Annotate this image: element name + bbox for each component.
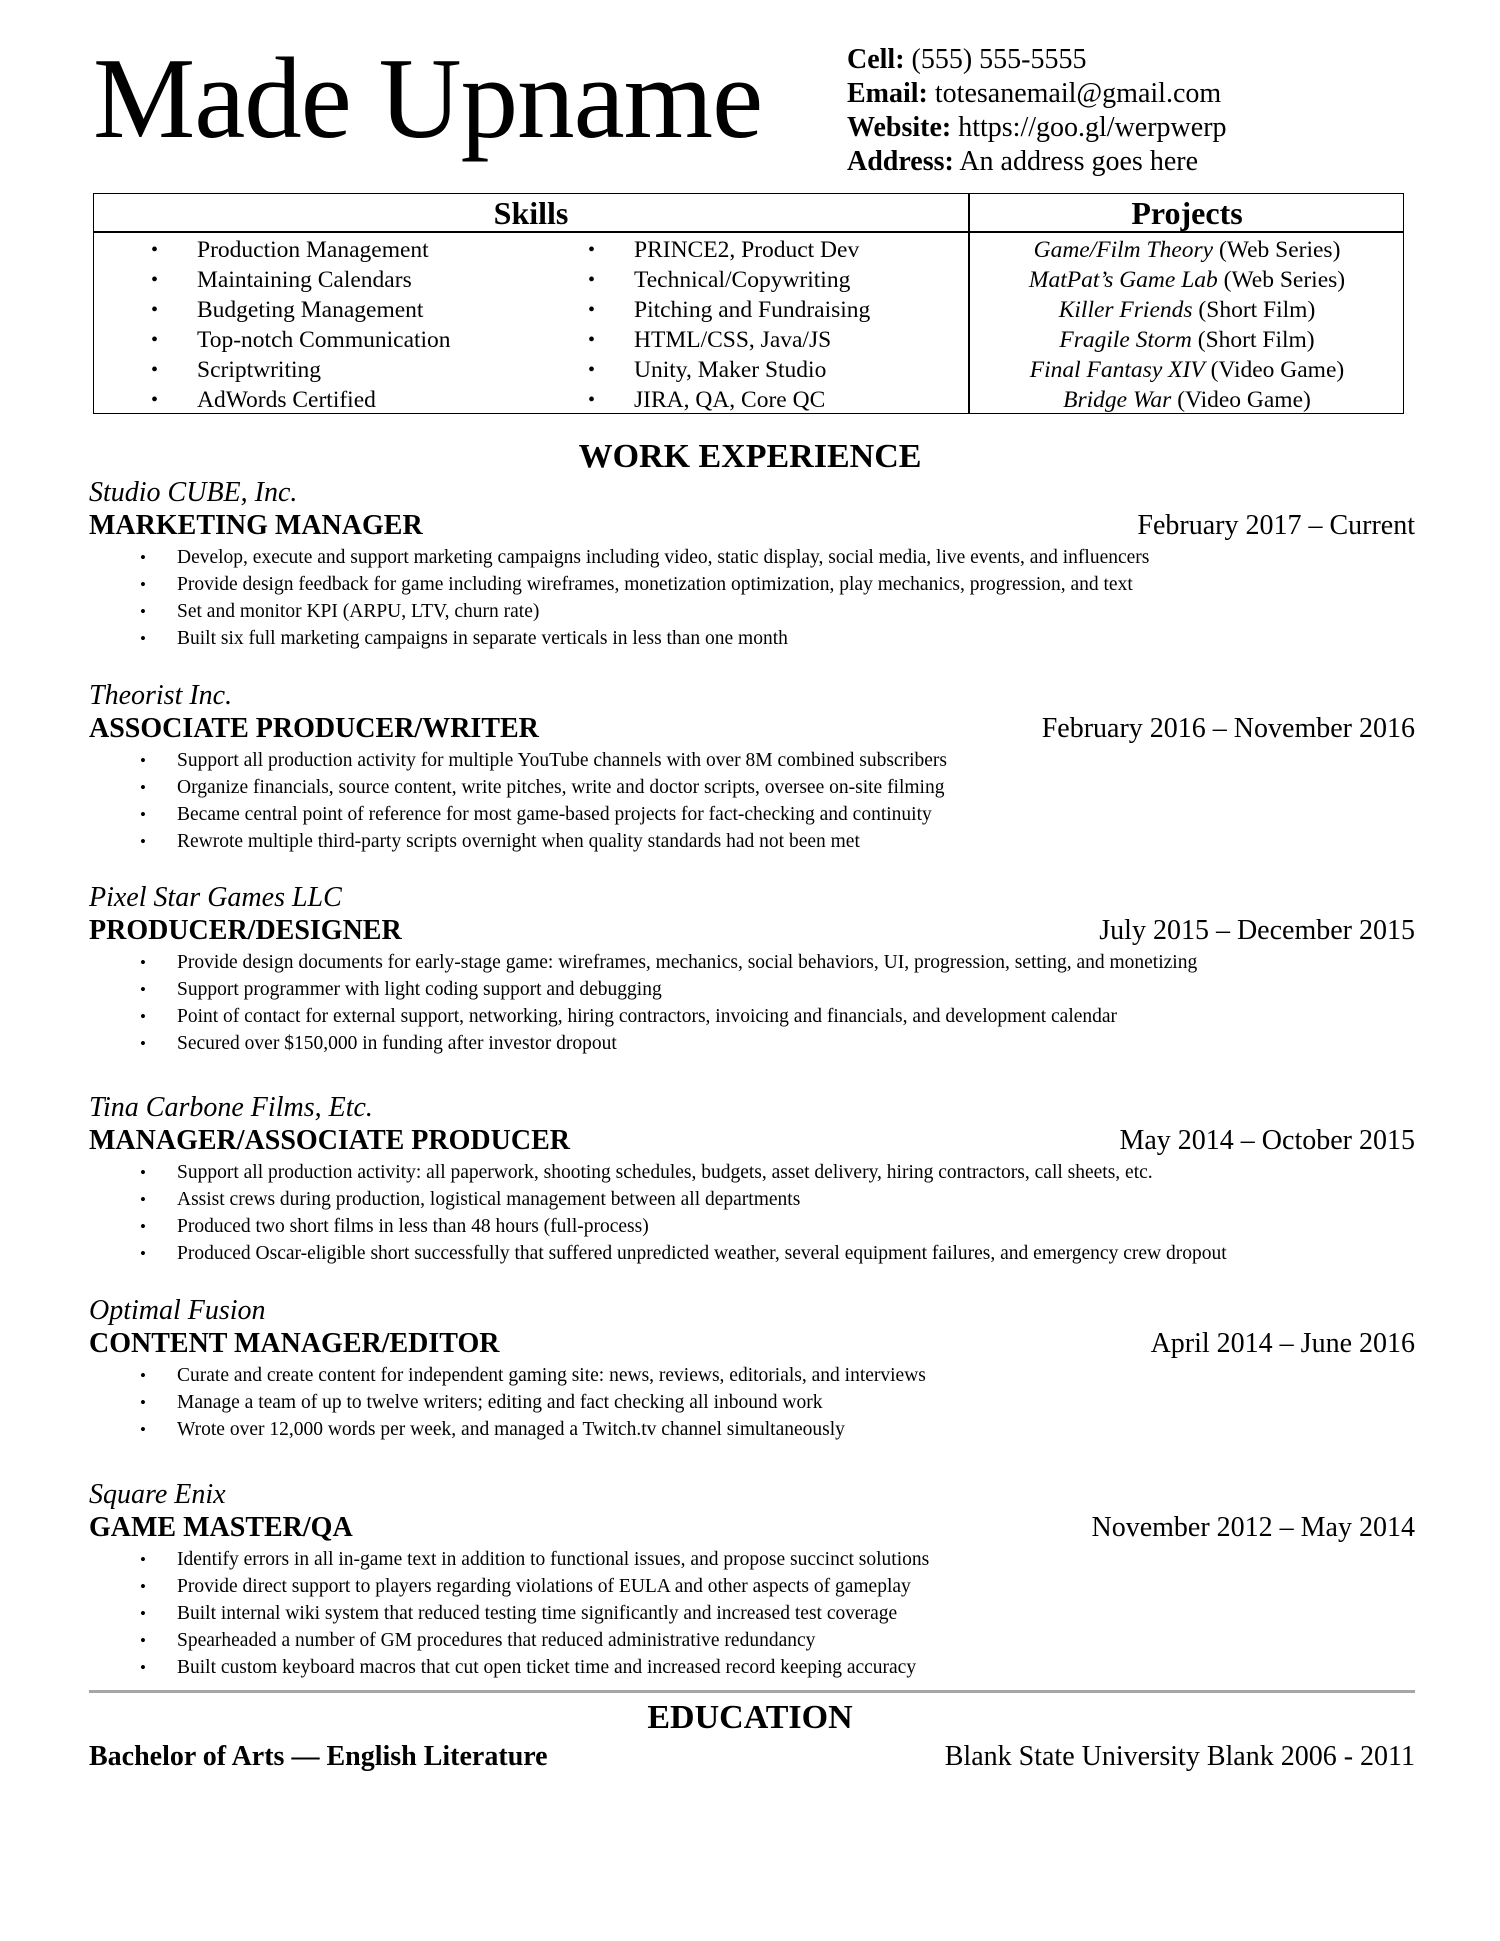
duty-item	[89, 828, 1415, 855]
bullet-icon: •	[140, 575, 146, 594]
company-name: Tina Carbone Films, Etc.	[89, 1092, 373, 1123]
skills-list	[94, 235, 531, 415]
skill-label: Top-notch Communication	[197, 327, 451, 353]
duty-item	[89, 1416, 1415, 1443]
duty-item	[89, 1546, 1415, 1573]
bullet-icon: •	[140, 1244, 146, 1263]
project-item	[969, 355, 1405, 385]
bullet-icon: •	[151, 329, 159, 351]
bullet-icon: •	[588, 389, 596, 411]
duty-list	[89, 1159, 1415, 1267]
job-title: MARKETING MANAGER	[89, 510, 423, 541]
job-title: GAME MASTER/QA	[89, 1512, 353, 1543]
contact-value: (555) 555-5555	[911, 44, 1087, 75]
education-heading: EDUCATION	[647, 1699, 853, 1736]
bullet-icon: •	[140, 1034, 146, 1053]
duty-item	[89, 1573, 1415, 1600]
role-row	[89, 1124, 1415, 1158]
duty-text: Built internal wiki system that reduced testing time significantly and increased test coverage	[177, 1603, 898, 1624]
project-type: (Video Game)	[1210, 357, 1345, 383]
bullet-icon: •	[588, 359, 596, 381]
bullet-icon: •	[140, 602, 146, 621]
candidate-name: Made Upname	[93, 35, 763, 162]
project-type: (Web Series)	[1223, 267, 1346, 293]
bullet-icon: •	[140, 1366, 146, 1385]
job-entry	[89, 680, 1415, 855]
duty-item	[89, 1186, 1415, 1213]
contact-website	[847, 111, 1227, 145]
bullet-icon: •	[140, 1007, 146, 1026]
project-item	[969, 235, 1405, 265]
duty-item	[89, 1654, 1415, 1681]
project-type: (Short Film)	[1197, 327, 1315, 353]
contact-label: Address:	[847, 146, 954, 177]
job-entry	[89, 1479, 1415, 1681]
bullet-icon: •	[151, 239, 159, 261]
job-title: CONTENT MANAGER/EDITOR	[89, 1328, 500, 1359]
bullet-icon: •	[140, 980, 146, 999]
bullet-icon: •	[140, 832, 146, 851]
duty-item	[89, 544, 1415, 571]
bullet-icon: •	[140, 1217, 146, 1236]
duty-text: Became central point of reference for most game-based projects for fact-checking and continuity	[177, 804, 932, 825]
contact-value: totesanemail@gmail.com	[934, 78, 1222, 109]
duty-text: Wrote over 12,000 words per week, and managed a Twitch.tv channel simultaneously	[177, 1419, 845, 1440]
bullet-icon: •	[140, 1577, 146, 1596]
duty-text: Support programmer with light coding support and debugging	[177, 979, 662, 1000]
duty-list	[89, 1362, 1415, 1443]
project-item	[969, 295, 1405, 325]
bullet-icon: •	[140, 953, 146, 972]
projects-heading: Projects	[1131, 195, 1243, 231]
bullet-icon: •	[151, 299, 159, 321]
skill-label: HTML/CSS, Java/JS	[634, 327, 832, 353]
duty-item	[89, 774, 1415, 801]
project-title: Killer Friends	[1058, 297, 1193, 323]
skill-label: Maintaining Calendars	[197, 267, 412, 293]
skill-label: PRINCE2, Product Dev	[634, 237, 860, 263]
skill-item	[94, 385, 531, 415]
duty-text: Produced Oscar-eligible short successfully that suffered unpredicted weather, several equipment failures, and emergency crew dropout	[177, 1243, 1227, 1264]
job-title: ASSOCIATE PRODUCER/WRITER	[89, 713, 539, 744]
bullet-icon: •	[140, 1604, 146, 1623]
company-name: Optimal Fusion	[89, 1295, 266, 1326]
duty-text: Develop, execute and support marketing campaigns including video, static display, social media, live events, and influencers	[177, 547, 1150, 568]
duty-item	[89, 1213, 1415, 1240]
contact-value: https://goo.gl/werpwerp	[958, 112, 1227, 143]
contact-label: Email:	[847, 78, 928, 109]
duty-list	[89, 747, 1415, 855]
duty-item	[89, 1003, 1415, 1030]
duty-text: Spearheaded a number of GM procedures that reduced administrative redundancy	[177, 1630, 816, 1651]
role-row	[89, 914, 1415, 948]
bullet-icon: •	[588, 329, 596, 351]
job-entry	[89, 1092, 1415, 1267]
duty-text: Secured over $150,000 in funding after investor dropout	[177, 1033, 617, 1054]
bullet-icon: •	[140, 1658, 146, 1677]
role-row	[89, 712, 1415, 746]
job-dates: July 2015 – December 2015	[1099, 915, 1415, 946]
bullet-icon: •	[140, 629, 146, 648]
bullet-icon: •	[140, 751, 146, 770]
duty-text: Built six full marketing campaigns in separate verticals in less than one month	[177, 628, 788, 649]
project-title: Final Fantasy XIV	[1029, 357, 1205, 383]
duty-item	[89, 1240, 1415, 1267]
bullet-icon: •	[588, 269, 596, 291]
duty-list	[89, 544, 1415, 652]
education-degree: Bachelor of Arts — English Literature	[89, 1741, 548, 1772]
contact-label: Cell:	[847, 44, 905, 75]
bullet-icon: •	[140, 1190, 146, 1209]
duty-list	[89, 1546, 1415, 1681]
project-type: (Video Game)	[1177, 387, 1311, 413]
duty-text: Curate and create content for independent gaming site: news, reviews, editorials, and interviews	[177, 1365, 926, 1386]
project-item	[969, 265, 1405, 295]
contact-cell	[847, 43, 1227, 77]
job-entry	[89, 882, 1415, 1057]
skill-label: Pitching and Fundraising	[634, 297, 871, 323]
skill-item	[531, 235, 968, 265]
role-row	[89, 509, 1415, 543]
duty-list	[89, 949, 1415, 1057]
skills-list	[531, 235, 968, 415]
company-name: Studio CUBE, Inc.	[89, 477, 298, 508]
duty-item	[89, 1159, 1415, 1186]
project-item	[969, 325, 1405, 355]
bullet-icon: •	[588, 299, 596, 321]
skill-item	[94, 355, 531, 385]
bullet-icon: •	[140, 805, 146, 824]
skill-label: Technical/Copywriting	[634, 267, 851, 293]
duty-text: Rewrote multiple third-party scripts overnight when quality standards had not been met	[177, 831, 860, 852]
bullet-icon: •	[140, 1420, 146, 1439]
job-title: MANAGER/ASSOCIATE PRODUCER	[89, 1125, 570, 1156]
projects-list	[969, 235, 1405, 415]
skill-label: Scriptwriting	[197, 357, 322, 383]
duty-item	[89, 949, 1415, 976]
contact-value: An address goes here	[959, 146, 1199, 177]
skills-heading: Skills	[493, 195, 569, 231]
duty-text: Produced two short films in less than 48 hours (full-process)	[177, 1216, 649, 1237]
project-title: Bridge War	[1063, 387, 1172, 413]
bullet-icon: •	[140, 1631, 146, 1650]
contact-address	[847, 145, 1227, 179]
duty-text: Support all production activity: all paperwork, shooting schedules, budgets, asset delivery, hiring contractors, call sheets, etc.	[177, 1162, 1153, 1183]
duty-text: Provide design feedback for game including wireframes, monetization optimization, play mechanics, progression, and text	[177, 574, 1133, 595]
bullet-icon: •	[140, 1550, 146, 1569]
duty-item	[89, 1030, 1415, 1057]
bullet-icon: •	[588, 239, 596, 261]
role-row	[89, 1511, 1415, 1545]
contact-block	[847, 43, 1227, 179]
job-entry	[89, 1295, 1415, 1443]
skill-label: JIRA, QA, Core QC	[634, 387, 826, 413]
skill-item	[531, 385, 968, 415]
duty-item	[89, 1389, 1415, 1416]
skill-item	[94, 325, 531, 355]
duty-text: Provide design documents for early-stage game: wireframes, mechanics, social behaviors, UI, progression, setting, and monetizing	[177, 952, 1198, 973]
skill-item	[531, 355, 968, 385]
education-entry	[89, 1739, 1415, 1775]
job-dates: November 2012 – May 2014	[1091, 1512, 1415, 1543]
skill-item	[531, 295, 968, 325]
duty-text: Built custom keyboard macros that cut open ticket time and increased record keeping accuracy	[177, 1657, 917, 1678]
duty-item	[89, 1600, 1415, 1627]
company-name: Pixel Star Games LLC	[89, 882, 342, 913]
duty-item	[89, 747, 1415, 774]
job-title: PRODUCER/DESIGNER	[89, 915, 402, 946]
job-dates: February 2016 – November 2016	[1041, 713, 1415, 744]
bullet-icon: •	[140, 778, 146, 797]
skill-label: AdWords Certified	[197, 387, 376, 413]
bullet-icon: •	[140, 548, 146, 567]
company-name: Square Enix	[89, 1479, 226, 1510]
job-dates: April 2014 – June 2016	[1150, 1328, 1415, 1359]
skill-item	[94, 265, 531, 295]
skill-item	[531, 325, 968, 355]
duty-text: Point of contact for external support, networking, hiring contractors, invoicing and financials, and development calendar	[177, 1006, 1118, 1027]
skills-projects-table	[93, 193, 1404, 414]
skill-item	[94, 235, 531, 265]
duty-text: Set and monitor KPI (ARPU, LTV, churn rate)	[177, 601, 540, 622]
project-type: (Short Film)	[1198, 297, 1316, 323]
duty-item	[89, 598, 1415, 625]
duty-text: Organize financials, source content, write pitches, write and doctor scripts, oversee on-site filming	[177, 777, 945, 798]
bullet-icon: •	[151, 269, 159, 291]
duty-item	[89, 625, 1415, 652]
skill-item	[531, 265, 968, 295]
bullet-icon: •	[151, 389, 159, 411]
company-name: Theorist Inc.	[89, 680, 233, 711]
skill-item	[94, 295, 531, 325]
job-entry	[89, 477, 1415, 652]
job-dates: May 2014 – October 2015	[1119, 1125, 1415, 1156]
duty-item	[89, 801, 1415, 828]
duty-item	[89, 976, 1415, 1003]
education-school: Blank State University Blank 2006 - 2011	[944, 1741, 1415, 1772]
duty-item	[89, 1362, 1415, 1389]
project-title: MatPat’s Game Lab	[1028, 267, 1218, 293]
duty-text: Manage a team of up to twelve writers; editing and fact checking all inbound work	[177, 1392, 823, 1413]
skill-label: Unity, Maker Studio	[634, 357, 827, 383]
duty-item	[89, 571, 1415, 598]
bullet-icon: •	[140, 1393, 146, 1412]
duty-text: Assist crews during production, logistical management between all departments	[177, 1189, 801, 1210]
contact-email	[847, 77, 1227, 111]
skill-label: Production Management	[197, 237, 429, 263]
duty-text: Provide direct support to players regarding violations of EULA and other aspects of gameplay	[177, 1576, 911, 1597]
duty-text: Support all production activity for multiple YouTube channels with over 8M combined subscribers	[177, 750, 947, 771]
job-dates: February 2017 – Current	[1137, 510, 1415, 541]
project-title: Fragile Storm	[1059, 327, 1192, 353]
role-row	[89, 1327, 1415, 1361]
contact-label: Website:	[847, 112, 952, 143]
duty-item	[89, 1627, 1415, 1654]
section-divider	[89, 1690, 1415, 1693]
bullet-icon: •	[140, 1163, 146, 1182]
project-type: (Web Series)	[1218, 237, 1341, 263]
bullet-icon: •	[151, 359, 159, 381]
table-divider	[94, 231, 1403, 233]
project-title: Game/Film Theory	[1033, 237, 1214, 263]
project-item	[969, 385, 1405, 415]
skill-label: Budgeting Management	[197, 297, 424, 323]
work-experience-heading: WORK EXPERIENCE	[578, 438, 922, 475]
duty-text: Identify errors in all in-game text in addition to functional issues, and propose succinct solutions	[177, 1549, 930, 1570]
